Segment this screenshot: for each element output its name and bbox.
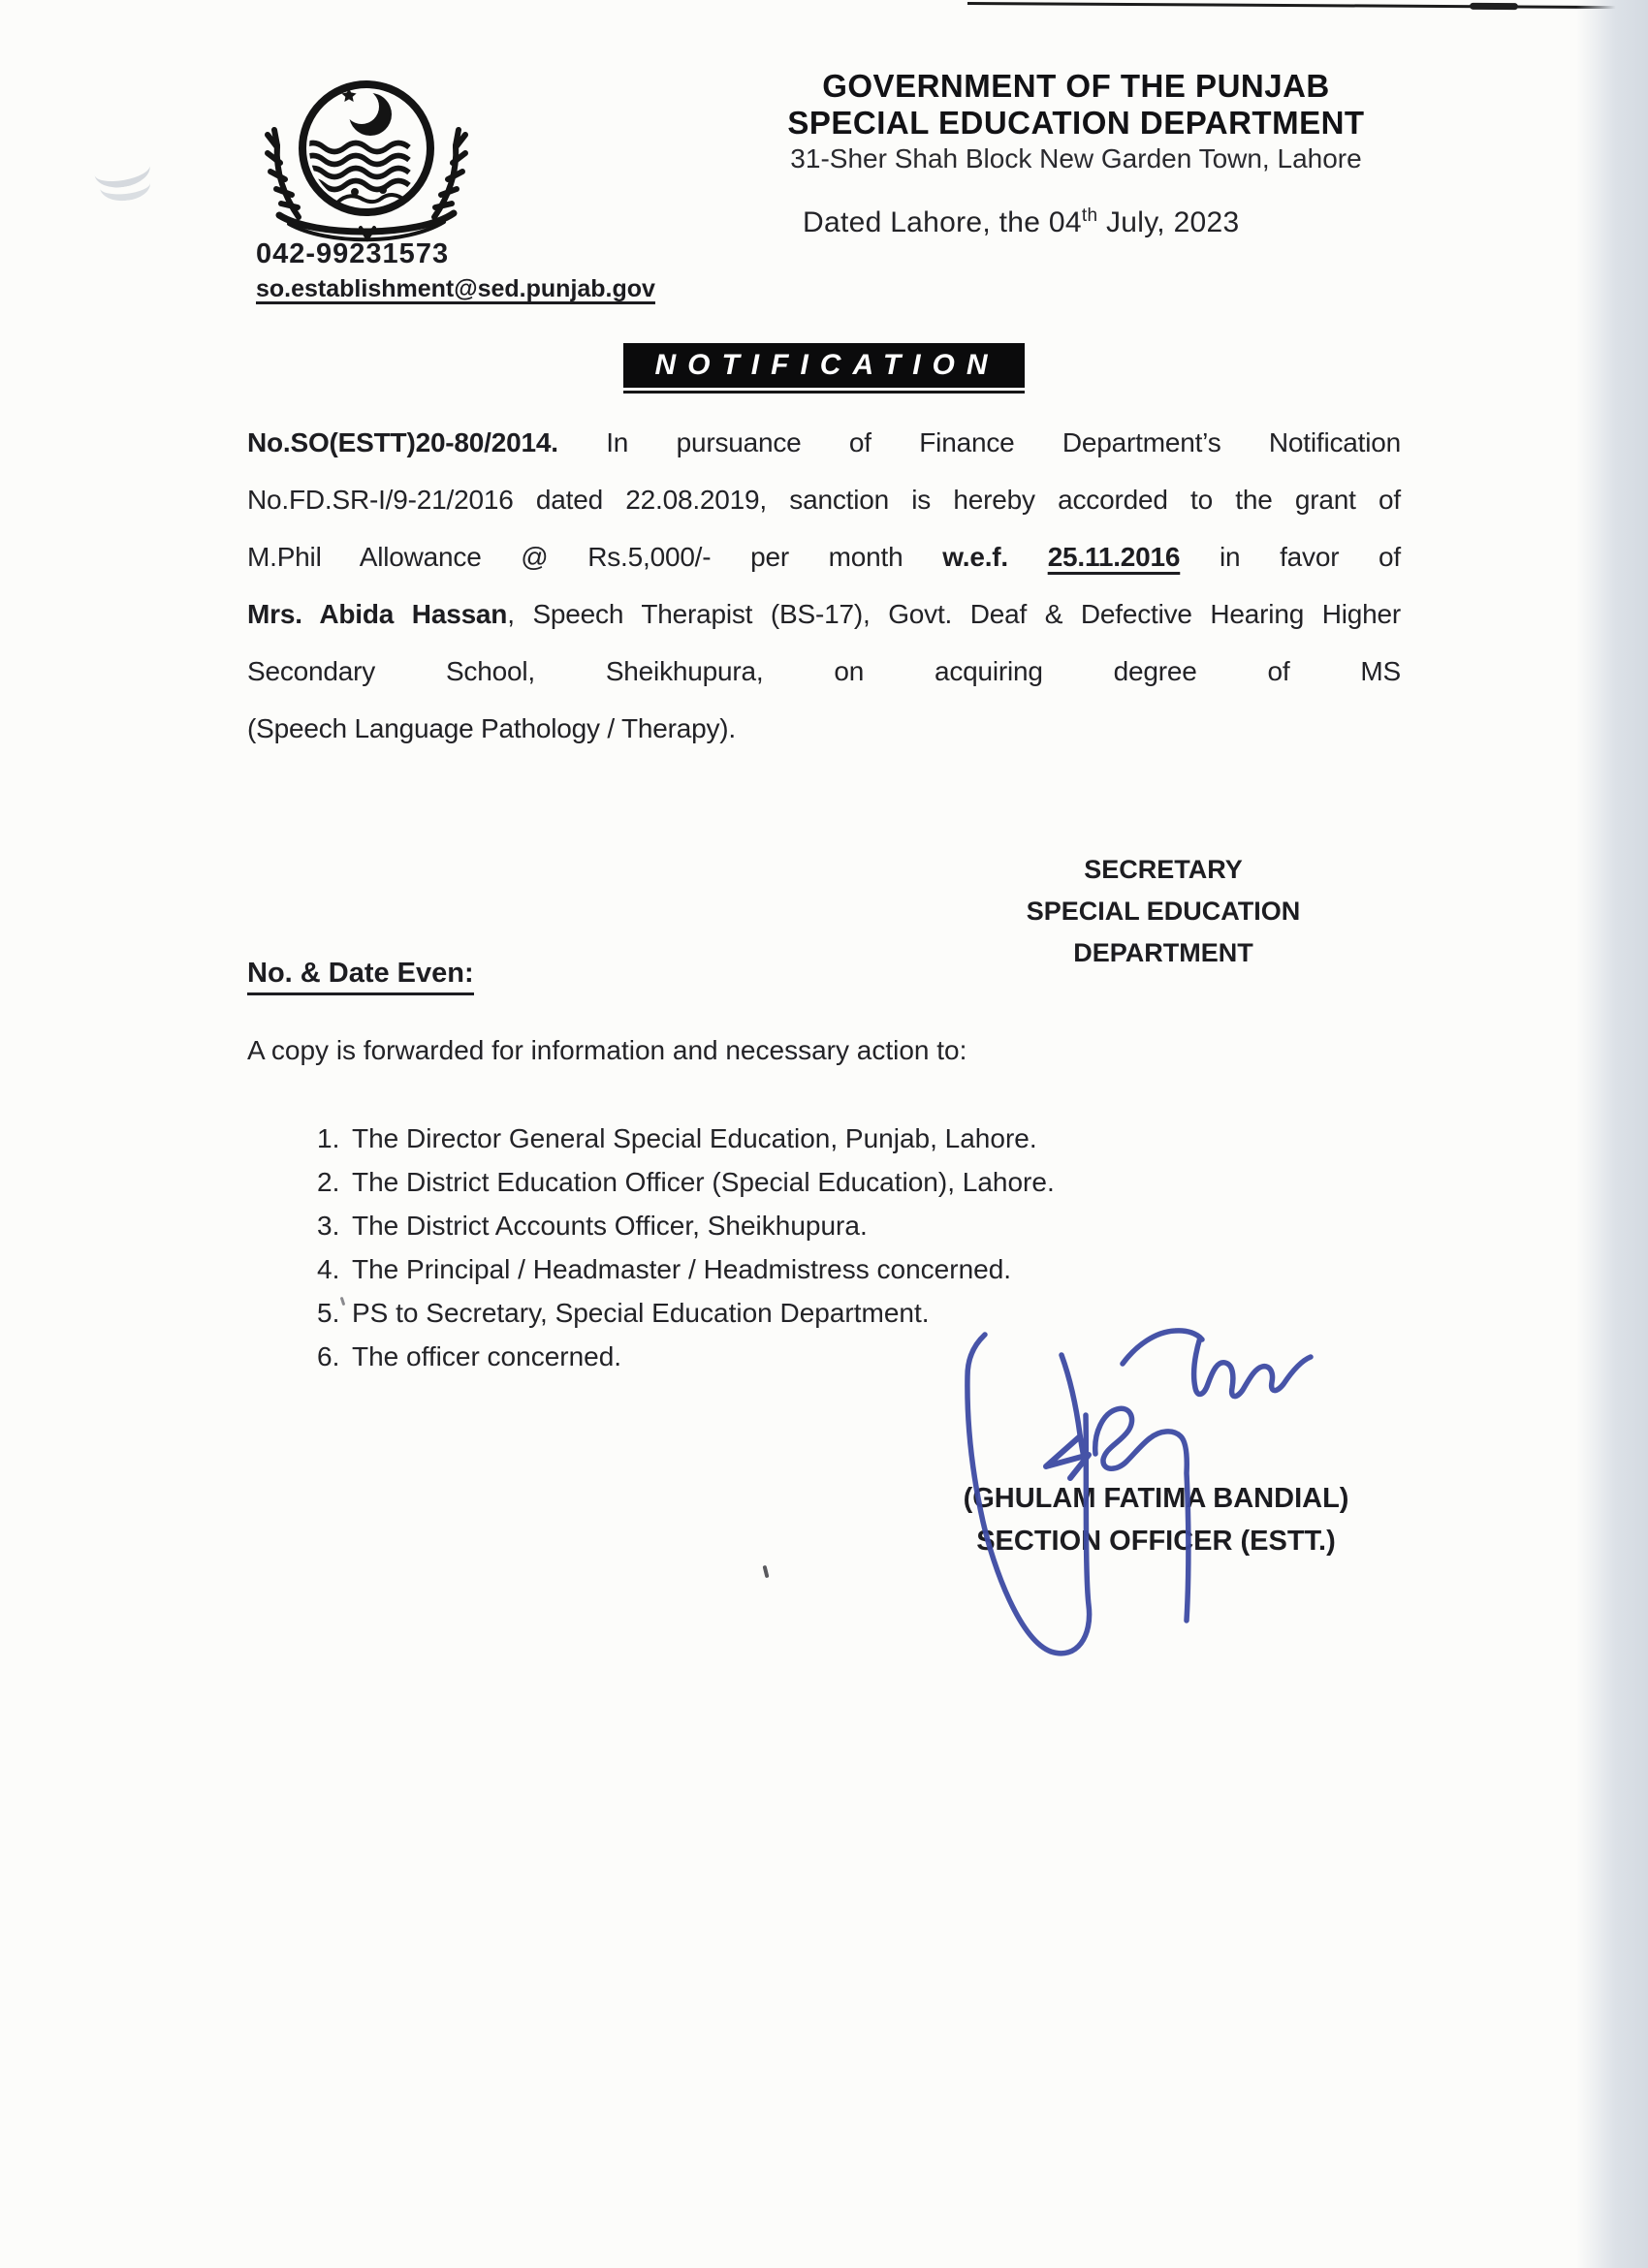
copy-item-number: 2. bbox=[317, 1167, 340, 1197]
effective-date: 25.11.2016 bbox=[1047, 542, 1181, 572]
body-line-2: No.FD.SR-I/9-21/2016 dated 22.08.2019, sanction is hereby accorded to the grant of bbox=[247, 485, 1401, 515]
document-date bbox=[803, 205, 1240, 239]
signer-title: SECTION OFFICER (ESTT.) bbox=[976, 1526, 1336, 1557]
signatory-line: SECRETARY bbox=[1084, 855, 1243, 884]
date-ordinal-suffix: th bbox=[1081, 205, 1098, 226]
scan-edge-line bbox=[967, 2, 1648, 9]
body-line-6: (Speech Language Pathology / Therapy). bbox=[247, 713, 737, 743]
wef-label: w.e.f. bbox=[942, 542, 1048, 572]
body-text: In pursuance of Finance Department’s Notification bbox=[557, 427, 1401, 457]
copy-list-item bbox=[317, 1250, 1011, 1289]
signatory-designation-block bbox=[989, 849, 1338, 974]
body-line-3 bbox=[247, 536, 1401, 581]
government-name: GOVERNMENT OF THE PUNJAB bbox=[822, 68, 1330, 104]
copy-list-item bbox=[317, 1207, 868, 1245]
signatory-line: DEPARTMENT bbox=[1073, 938, 1253, 967]
label-text: No. & Date Even: bbox=[247, 958, 474, 995]
copy-item-number: 5. bbox=[317, 1298, 340, 1328]
department-address: 31-Sher Shah Block New Garden Town, Lahore bbox=[790, 143, 1362, 173]
notification-title: NOTIFICATION bbox=[623, 343, 1025, 388]
copy-item-text: PS to Secretary, Special Education Department. bbox=[352, 1298, 930, 1328]
copy-item-text: The Director General Special Education, Punjab, Lahore. bbox=[352, 1123, 1037, 1153]
signatory-line: SPECIAL EDUCATION bbox=[1026, 897, 1301, 926]
copy-list-item bbox=[317, 1163, 1055, 1202]
body-text: M.Phil Allowance @ Rs.5,000/- per month bbox=[247, 542, 943, 572]
body-line-1 bbox=[247, 422, 1401, 466]
phone-number: 042-99231573 bbox=[256, 238, 450, 269]
page-edge-shadow bbox=[1576, 0, 1648, 2268]
copy-list-item bbox=[317, 1294, 930, 1333]
letterhead-block bbox=[776, 68, 1377, 176]
email-address: so.establishment@sed.punjab.gov bbox=[256, 275, 655, 302]
copy-item-text: The District Accounts Officer, Sheikhupura. bbox=[352, 1211, 868, 1241]
signer-name: (GHULAM FATIMA BANDIAL) bbox=[963, 1483, 1349, 1514]
beneficiary-name: Mrs. Abida Hassan bbox=[247, 599, 508, 629]
date-text: Dated Lahore, the 04 bbox=[803, 206, 1082, 238]
stray-pen-mark bbox=[762, 1565, 769, 1579]
number-date-even-label bbox=[247, 958, 474, 990]
notification-title-underline bbox=[623, 391, 1025, 394]
handwritten-signature bbox=[950, 1318, 1357, 1667]
copy-list-item bbox=[317, 1119, 1037, 1158]
copy-item-text: The officer concerned. bbox=[352, 1341, 622, 1371]
reference-number: No.SO(ESTT)20-80/2014. bbox=[247, 427, 558, 457]
body-text: , Speech Therapist (BS-17), Govt. Deaf & Defective Hearing Higher bbox=[507, 599, 1401, 629]
copy-list-item bbox=[317, 1338, 621, 1376]
copy-item-number: 4. bbox=[317, 1254, 340, 1284]
copy-item-number: 3. bbox=[317, 1211, 340, 1241]
date-text-rest: July, 2023 bbox=[1097, 206, 1240, 238]
body-text: in favor of bbox=[1180, 542, 1401, 572]
punjab-government-crest-logo bbox=[254, 70, 483, 242]
copy-item-text: The Principal / Headmaster / Headmistress concerned. bbox=[352, 1254, 1012, 1284]
body-line-4 bbox=[247, 593, 1401, 638]
body-line-5: Secondary School, Sheikhupura, on acquiring degree of MS bbox=[247, 656, 1401, 686]
scan-edge-blob bbox=[1470, 3, 1518, 10]
department-name: SPECIAL EDUCATION DEPARTMENT bbox=[787, 105, 1365, 141]
copy-item-number: 1. bbox=[317, 1123, 340, 1153]
copy-item-number: 6. bbox=[317, 1341, 340, 1371]
copy-item-text: The District Education Officer (Special Education), Lahore. bbox=[352, 1167, 1055, 1197]
forwarding-statement: A copy is forwarded for information and necessary action to: bbox=[247, 1035, 967, 1065]
